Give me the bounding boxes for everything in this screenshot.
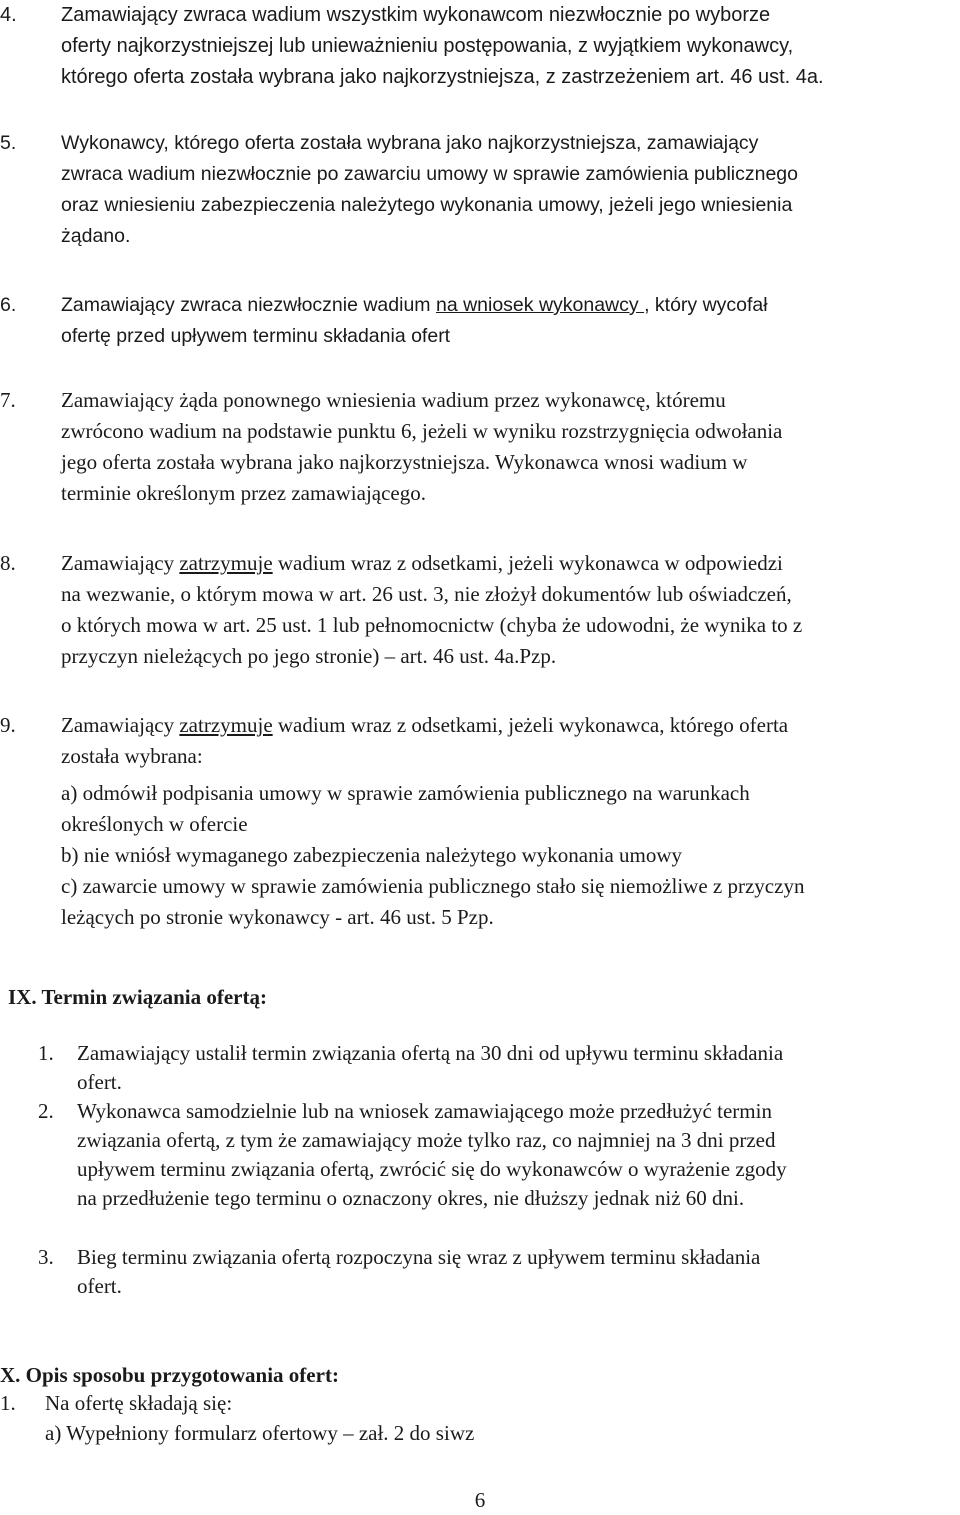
item-number: 9. bbox=[0, 713, 16, 737]
page-number: 6 bbox=[474, 1488, 486, 1512]
text-line: żądano. bbox=[61, 225, 131, 247]
text-line: ofertę przed upływem terminu składania ofert bbox=[61, 325, 451, 347]
paragraph-body bbox=[61, 128, 958, 252]
text-line: Wykonawca samodzielnie lub na wniosek zamawiającego może przedłużyć termin bbox=[77, 1099, 772, 1123]
text-line: Na ofertę składają się: bbox=[45, 1391, 233, 1415]
text-run: wadium wraz z odsetkami, jeżeli wykonawca w odpowiedzi bbox=[272, 551, 783, 575]
text-line: na wezwanie, o którym mowa w art. 26 ust. 3, nie złożył dokumentów lub oświadczeń, bbox=[61, 582, 792, 606]
text-line bbox=[61, 290, 958, 321]
text-run: Zamawiający bbox=[61, 551, 180, 575]
text-line: o których mowa w art. 25 ust. 1 lub pełnomocnictw (chyba że udowodni, że wynika to z bbox=[61, 613, 803, 637]
text-line: b) nie wniósł wymaganego zabezpieczenia należytego wykonania umowy bbox=[61, 843, 683, 867]
text-line: oferty najkorzystniejszej lub unieważnieniu postępowania, z wyjątkiem wykonawcy, bbox=[61, 35, 794, 57]
paragraph-body bbox=[61, 385, 958, 509]
text-line: Wykonawcy, którego oferta została wybrana jako najkorzystniejsza, zamawiający bbox=[61, 132, 759, 154]
item-number: 4. bbox=[0, 4, 17, 26]
paragraph-body bbox=[77, 1039, 956, 1097]
paragraph-body bbox=[61, 710, 958, 933]
text-run: Zamawiający zwraca niezwłocznie wadium bbox=[61, 294, 436, 316]
text-line: Zamawiający zwraca wadium wszystkim wykonawcom niezwłocznie po wyborze bbox=[61, 4, 771, 26]
text-line: ofert. bbox=[77, 1070, 122, 1094]
paragraph-body bbox=[61, 548, 958, 672]
underlined-text: na wniosek wykonawcy bbox=[435, 294, 645, 316]
paragraph-body bbox=[77, 1097, 956, 1213]
item-number: 1. bbox=[0, 1391, 16, 1415]
text-line: jego oferta została wybrana jako najkorzystniejsza. Wykonawca wnosi wadium w bbox=[61, 450, 748, 474]
text-line: oraz wniesieniu zabezpieczenia należytego wykonania umowy, jeżeli jego wniesienia bbox=[61, 194, 793, 216]
item-number: 1. bbox=[38, 1041, 54, 1065]
underlined-text: zatrzymuje bbox=[179, 551, 273, 575]
underlined-text: zatrzymuje bbox=[179, 713, 273, 737]
text-line: została wybrana: bbox=[61, 744, 203, 768]
text-line bbox=[61, 710, 958, 741]
text-line: Zamawiający żąda ponownego wniesienia wadium przez wykonawcę, któremu bbox=[61, 388, 726, 412]
text-line: zwrócono wadium na podstawie punktu 6, jeżeli w wyniku rozstrzygnięcia odwołania bbox=[61, 419, 783, 443]
item-number: 7. bbox=[0, 388, 16, 412]
text-line: związania ofertą, z tym że zamawiający może tylko raz, co najmniej na 3 dni przed bbox=[77, 1128, 776, 1152]
text-line: Bieg terminu związania ofertą rozpoczyna się wraz z upływem terminu składania bbox=[77, 1245, 761, 1269]
text-run: wadium wraz z odsetkami, jeżeli wykonawca, którego oferta bbox=[272, 713, 789, 737]
text-line: leżących po stronie wykonawcy - art. 46 ust. 5 Pzp. bbox=[61, 905, 494, 929]
item-number: 6. bbox=[0, 294, 17, 316]
text-line: upływem terminu związania ofertą, zwrócić się do wykonawców o wyrażenie zgody bbox=[77, 1157, 787, 1181]
text-run: , który wycofał bbox=[644, 294, 768, 316]
paragraph-body bbox=[61, 0, 958, 93]
text-line: ofert. bbox=[77, 1274, 122, 1298]
text-line: zwraca wadium niezwłocznie po zawarciu umowy w sprawie zamówienia publicznego bbox=[61, 163, 798, 185]
section-heading-ix: IX. Termin związania ofertą: bbox=[8, 985, 267, 1009]
text-line: którego oferta została wybrana jako najkorzystniejsza, z zastrzeżeniem art. 46 ust. 4a. bbox=[61, 66, 824, 88]
item-number: 3. bbox=[38, 1245, 54, 1269]
text-line: terminie określonym przez zamawiającego. bbox=[61, 481, 426, 505]
item-number: 2. bbox=[38, 1099, 54, 1123]
text-line: przyczyn nieleżących po jego stronie) – art. 46 ust. 4a.Pzp. bbox=[61, 644, 557, 668]
text-line bbox=[61, 548, 958, 579]
text-line: a) Wypełniony formularz ofertowy – zał. 2 do siwz bbox=[45, 1421, 475, 1445]
text-line: a) odmówił podpisania umowy w sprawie zamówienia publicznego na warunkach bbox=[61, 781, 750, 805]
text-line: na przedłużenie tego terminu o oznaczony okres, nie dłuższy jednak niż 60 dni. bbox=[77, 1186, 745, 1210]
section-heading-x: X. Opis sposobu przygotowania ofert: bbox=[0, 1363, 339, 1387]
text-line: Zamawiający ustalił termin związania ofertą na 30 dni od upływu terminu składania bbox=[77, 1041, 784, 1065]
text-line: c) zawarcie umowy w sprawie zamówienia publicznego stało się niemożliwe z przyczyn bbox=[61, 874, 805, 898]
text-line: określonych w ofercie bbox=[61, 812, 248, 836]
item-number: 5. bbox=[0, 132, 17, 154]
text-run: Zamawiający bbox=[61, 713, 180, 737]
item-number: 8. bbox=[0, 551, 16, 575]
paragraph-body bbox=[77, 1243, 956, 1301]
paragraph-body bbox=[61, 290, 958, 352]
